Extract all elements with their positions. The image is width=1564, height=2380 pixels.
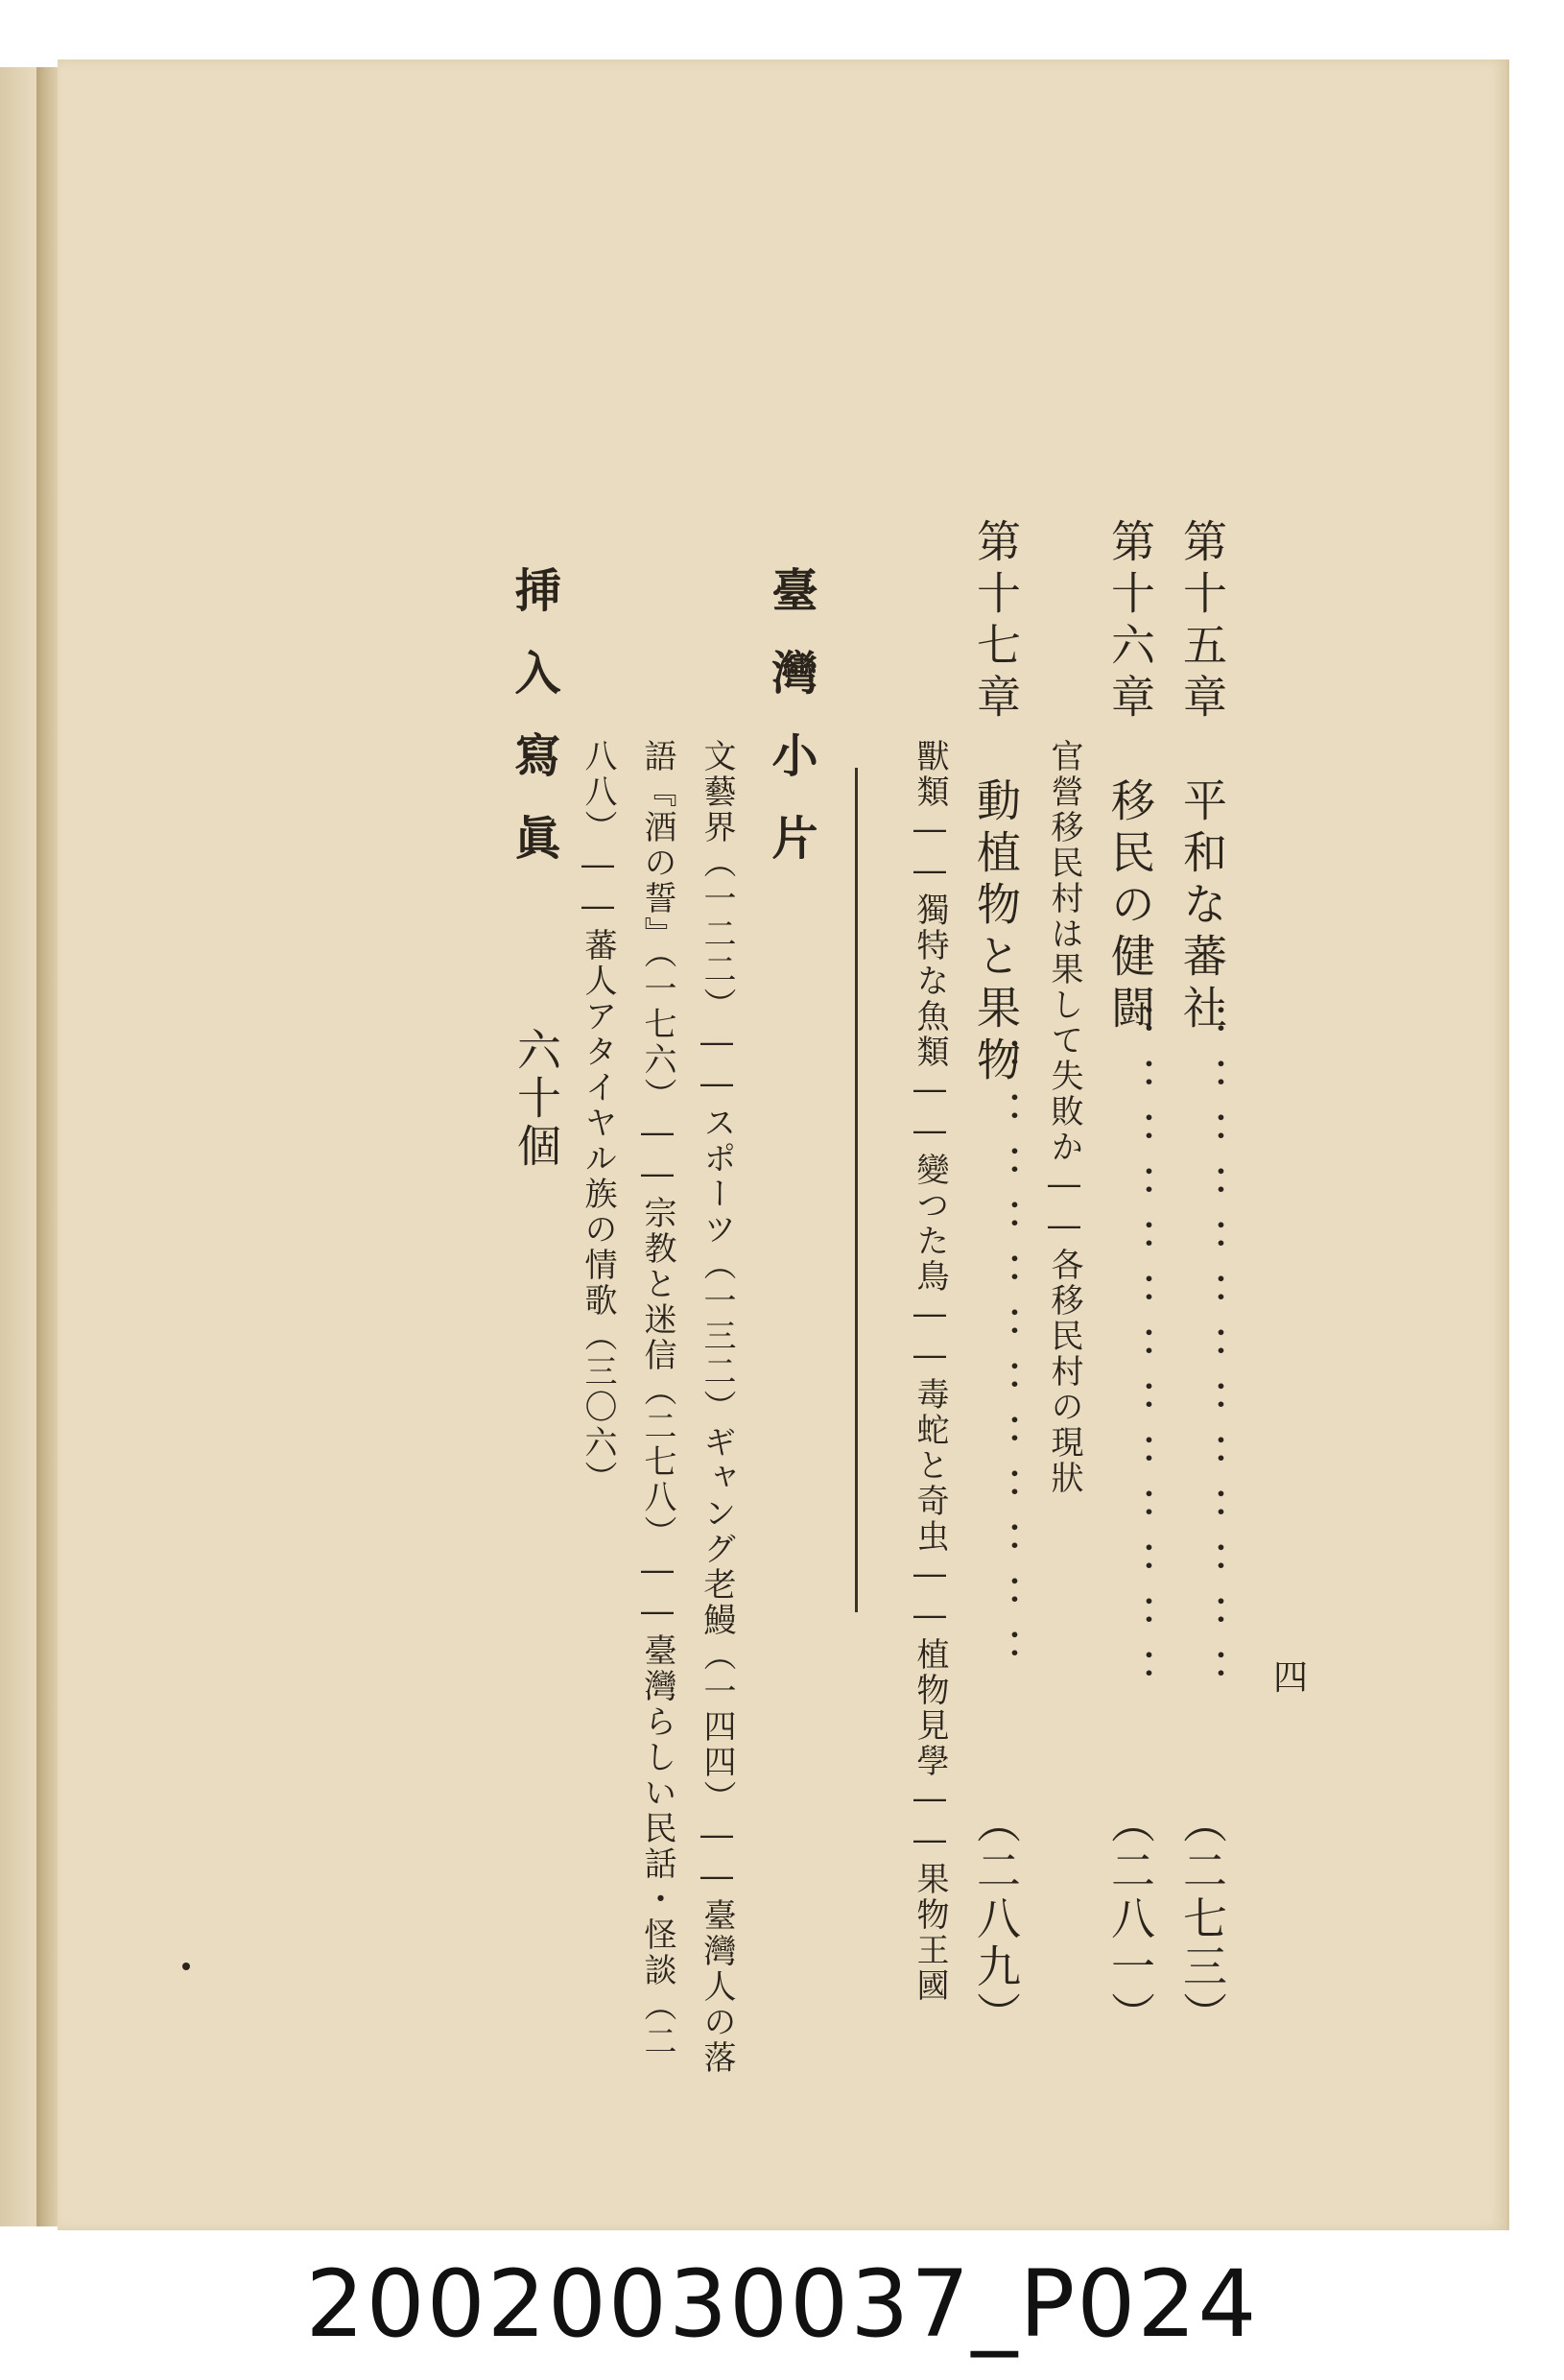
archive-id-caption: 20020030037_P024 <box>305 2250 1259 2358</box>
dot-leader: ：：：：：：：：：：：：： <box>1109 1003 1161 1702</box>
subtitle-text: 獸類――獨特な魚類――變つた鳥――毒蛇と奇虫――植物見學――果物王國 <box>911 739 949 2004</box>
section-heading-taiwan <box>764 566 818 896</box>
ink-speck <box>182 1963 190 1970</box>
section-line-text: 語『酒の誓』（一七六）――宗教と迷信（二七八）――臺灣らしい民話・怪談（二 <box>638 739 676 2059</box>
section-line-text: 八八）――蕃人アタイヤル族の情歌（三〇六） <box>579 739 617 1496</box>
section-heading: 臺灣小片 <box>764 566 818 896</box>
dot-leader: ：：：：：：：：：：：：： <box>1181 1003 1233 1702</box>
taiwan-section-line <box>638 739 676 2059</box>
page-reference: （二八一） <box>1104 1799 1156 2039</box>
dot-leader: ：：：：：：：：：：：： <box>975 1036 1027 1681</box>
section-line-text: 文藝界（一二二）――スポーツ（一三二）ギャング老鰻（一四四）――臺灣人の落 <box>698 739 736 2076</box>
subtitle-text: 官營移民村は果して失敗か――各移民村の現狀 <box>1045 739 1083 1496</box>
page-sheet <box>58 60 1509 2230</box>
toc-subtitle-chapter-16 <box>1045 739 1083 1496</box>
section-heading: 挿入寫眞 <box>507 566 560 896</box>
taiwan-section-line <box>698 739 736 2076</box>
photo-count-text: 六十個 <box>510 1027 562 1171</box>
section-heading-photos <box>507 566 560 896</box>
left-page-edge <box>0 67 38 2226</box>
page-reference: （二七三） <box>1176 1799 1228 2039</box>
page-number: 四 <box>1273 1658 1309 1698</box>
chapter-title: 第十六章 移民の健闘 <box>1104 518 1156 1036</box>
chapter-title: 第十七章 動植物と果物 <box>970 518 1022 1088</box>
taiwan-section-line <box>579 739 617 1496</box>
page-reference: （二八九） <box>970 1799 1022 2039</box>
toc-subtitle-chapter-17 <box>911 739 949 2004</box>
photo-count <box>510 1027 562 1171</box>
chapter-title: 第十五章 平和な蕃社 <box>1176 518 1228 1036</box>
vertical-rule <box>855 768 858 1612</box>
